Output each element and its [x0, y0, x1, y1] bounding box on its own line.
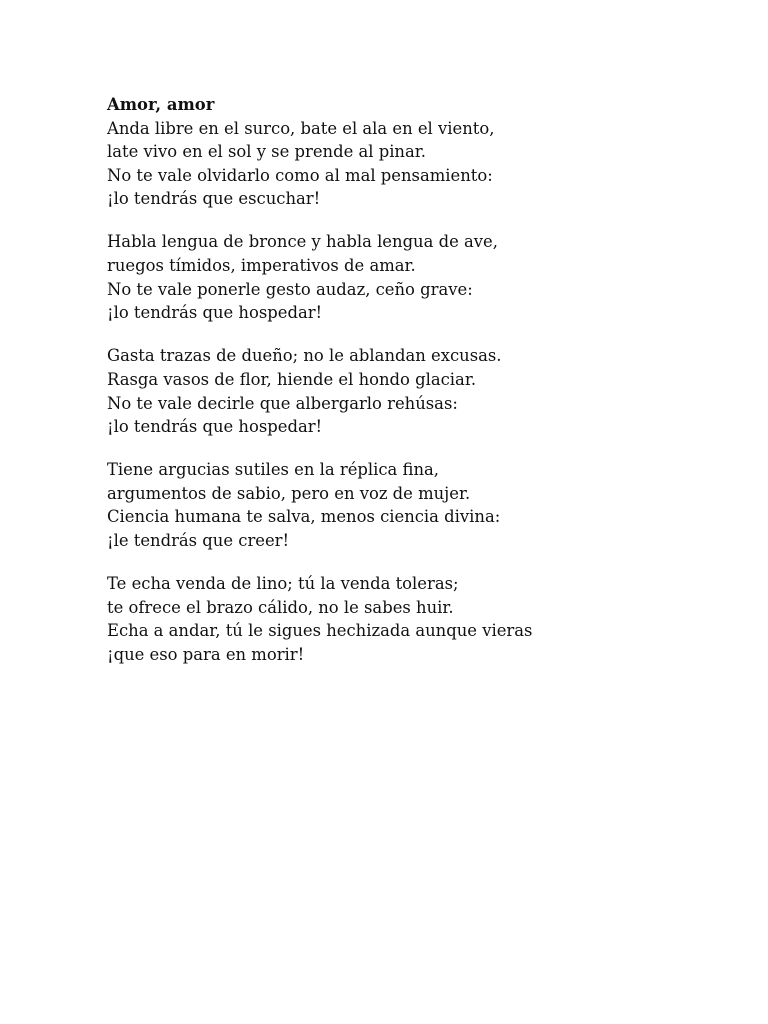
poem-line: No te vale ponerle gesto audaz, ceño grave: [107, 279, 473, 299]
stanza-4 [107, 458, 707, 552]
poem-title: Amor, amor [107, 95, 215, 114]
poem-line: Echa a andar, tú le sigues hechizada aunque vieras [107, 621, 533, 641]
stanza-3 [107, 344, 707, 438]
poem-line: late vivo en el sol y se prende al pinar. [107, 142, 427, 162]
poem-line: ¡lo tendrás que hospedar! [107, 417, 323, 437]
stanza-5 [107, 572, 707, 666]
stanza-2 [107, 230, 707, 324]
poem-line: ¡que eso para en morir! [107, 644, 305, 664]
poem-line: Ciencia humana te salva, menos ciencia divina: [107, 507, 501, 527]
poem-line: Te echa venda de lino; tú la venda toleras; [107, 574, 459, 594]
poem-line: Anda libre en el surco, bate el ala en el viento, [107, 118, 495, 138]
poem-line: ruegos tímidos, imperativos de amar. [107, 256, 416, 276]
poem-line: argumentos de sabio, pero en voz de mujer. [107, 483, 471, 503]
poem-line: No te vale decirle que albergarlo rehúsas: [107, 393, 458, 413]
poem-line: Rasga vasos de flor, hiende el hondo glaciar. [107, 369, 477, 389]
poem-line: Tiene argucias sutiles en la réplica fina, [107, 460, 440, 480]
poem-line: ¡lo tendrás que escuchar! [107, 189, 321, 209]
poem-line: ¡lo tendrás que hospedar! [107, 303, 323, 323]
poem-line: Habla lengua de bronce y habla lengua de ave, [107, 232, 498, 252]
poem-line: te ofrece el brazo cálido, no le sabes huir. [107, 597, 454, 617]
document-page [107, 93, 707, 686]
poem-line: Gasta trazas de dueño; no le ablandan excusas. [107, 346, 502, 366]
poem-line: ¡le tendrás que creer! [107, 531, 290, 550]
stanza-1 [107, 117, 707, 211]
poem-line: No te vale olvidarlo como al mal pensamiento: [107, 165, 493, 185]
